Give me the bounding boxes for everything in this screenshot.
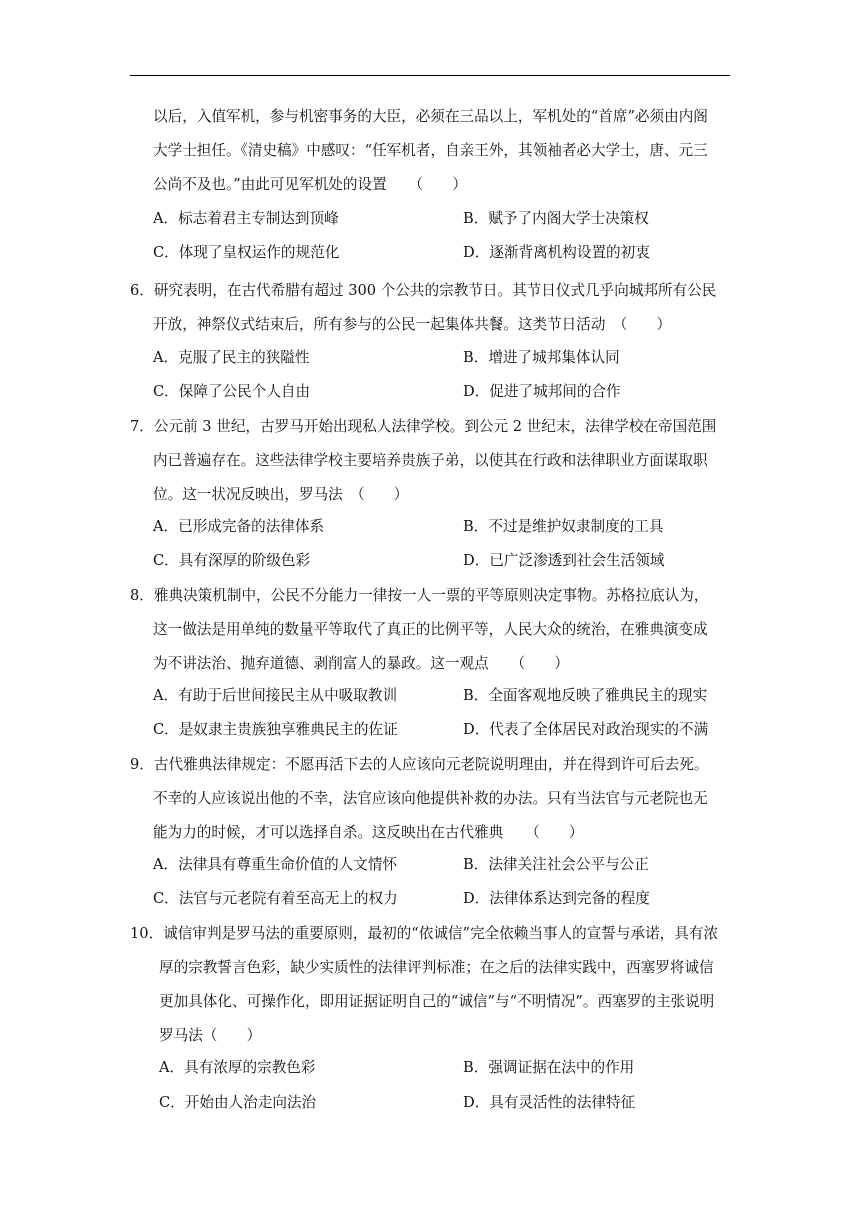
option-a: A．有助于后世间接民主从中吸取教训 <box>153 687 398 704</box>
question-10-line: 10．诚信审判是罗马法的重要原则，最初的“依诚信”完全依赖当事人的宣誓与承诺，具有浓 <box>130 925 719 942</box>
question-10-line: 罗马法（ ） <box>159 1027 262 1044</box>
option-c: C．是奴隶主贵族独享雅典民主的佐证 <box>153 721 398 738</box>
option-d: D．逐渐背离机构设置的初衷 <box>463 244 650 261</box>
option-c: C．体现了皇权运作的规范化 <box>153 244 340 261</box>
question-6-line: 6．研究表明，在古代希腊有超过 300 个公共的宗教节日。其节日仪式几乎向城邦所有公民 <box>130 282 717 299</box>
option-d: D．已广泛渗透到社会生活领域 <box>463 552 665 569</box>
question-6-line: 开放，神祭仪式结束后，所有参与的公民一起集体共餐。这类节日活动 （ ） <box>153 316 672 333</box>
option-a: A．法律具有尊重生命价值的人文情怀 <box>153 856 398 873</box>
option-a: A．标志着君主专制达到顶峰 <box>153 210 339 227</box>
option-b: B．强调证据在法中的作用 <box>463 1059 635 1076</box>
option-b: B．法律关注社会公平与公正 <box>463 856 649 873</box>
option-d: D．代表了全体居民对政治现实的不满 <box>463 721 709 738</box>
option-c: C．保障了公民个人自由 <box>153 383 311 400</box>
option-a: A．已形成完备的法律体系 <box>153 518 325 535</box>
question-7-line: 内已普遍存在。这些法律学校主要培养贵族子弟，以使其在行政和法律职业方面谋取职 <box>153 452 708 469</box>
option-c: C．开始由人治走向法治 <box>159 1094 317 1111</box>
question-10-line: 更加具体化、可操作化，即用证据证明自己的“诚信”与“不明情况”。西塞罗的主张说明 <box>159 993 715 1010</box>
question-7-line: 7．公元前 3 世纪，古罗马开始出现私人法律学校。到公元 2 世纪末，法律学校在帝国范围 <box>130 418 717 435</box>
question-7-line: 位。这一状况反映出，罗马法 （ ） <box>153 486 409 503</box>
option-b: B．赋予了内阁大学士决策权 <box>463 210 649 227</box>
header-rule <box>130 75 730 76</box>
option-b: B．增进了城邦集体认同 <box>463 349 620 366</box>
option-a: A．具有浓厚的宗教色彩 <box>159 1059 316 1076</box>
question-9-line: 不幸的人应该说出他的不幸，法官应该向他提供补救的办法。只有当法官与元老院也无 <box>153 790 708 807</box>
intro-line: 大学士担任。《清史稿》中感叹：“任军机者，自亲王外，其领袖者必大学士，唐、元三 <box>153 142 708 159</box>
question-10-line: 厚的宗教誓言色彩，缺少实质性的法律评判标准；在之后的法律实践中，西塞罗将诚信 <box>159 959 714 976</box>
option-b: B．不过是维护奴隶制度的工具 <box>463 518 664 535</box>
option-d: D．促进了城邦间的合作 <box>463 383 621 400</box>
option-b: B．全面客观地反映了雅典民主的现实 <box>463 687 708 704</box>
option-d: D．具有灵活性的法律特征 <box>463 1094 636 1111</box>
question-9-line: 能为力的时候，才可以选择自杀。这反映出在古代雅典 （ ） <box>153 824 584 841</box>
question-9-line: 9．古代雅典法律规定：不愿再活下去的人应该向元老院说明理由，并在得到许可后去死。 <box>130 756 709 773</box>
intro-line: 公尚不及也。”由此可见军机处的设置 （ ） <box>153 176 467 193</box>
option-a: A．克服了民主的狭隘性 <box>153 349 310 366</box>
intro-line: 以后，入值军机，参与机密事务的大臣，必须在三品以上，军机处的“首席”必须由内阁 <box>153 108 708 125</box>
option-c: C．法官与元老院有着至高无上的权力 <box>153 890 398 907</box>
question-8-line: 这一做法是用单纯的数量平等取代了真正的比例平等，人民大众的统治，在雅典演变成 <box>153 621 708 638</box>
question-8-line: 8．雅典决策机制中，公民不分能力一律按一人一票的平等原则决定事物。苏格拉底认为， <box>130 587 709 604</box>
question-8-line: 为不讲法治、抛弃道德、剥削富人的暴政。这一观点 （ ） <box>153 655 569 672</box>
option-d: D．法律体系达到完备的程度 <box>463 890 650 907</box>
option-c: C．具有深厚的阶级色彩 <box>153 552 311 569</box>
